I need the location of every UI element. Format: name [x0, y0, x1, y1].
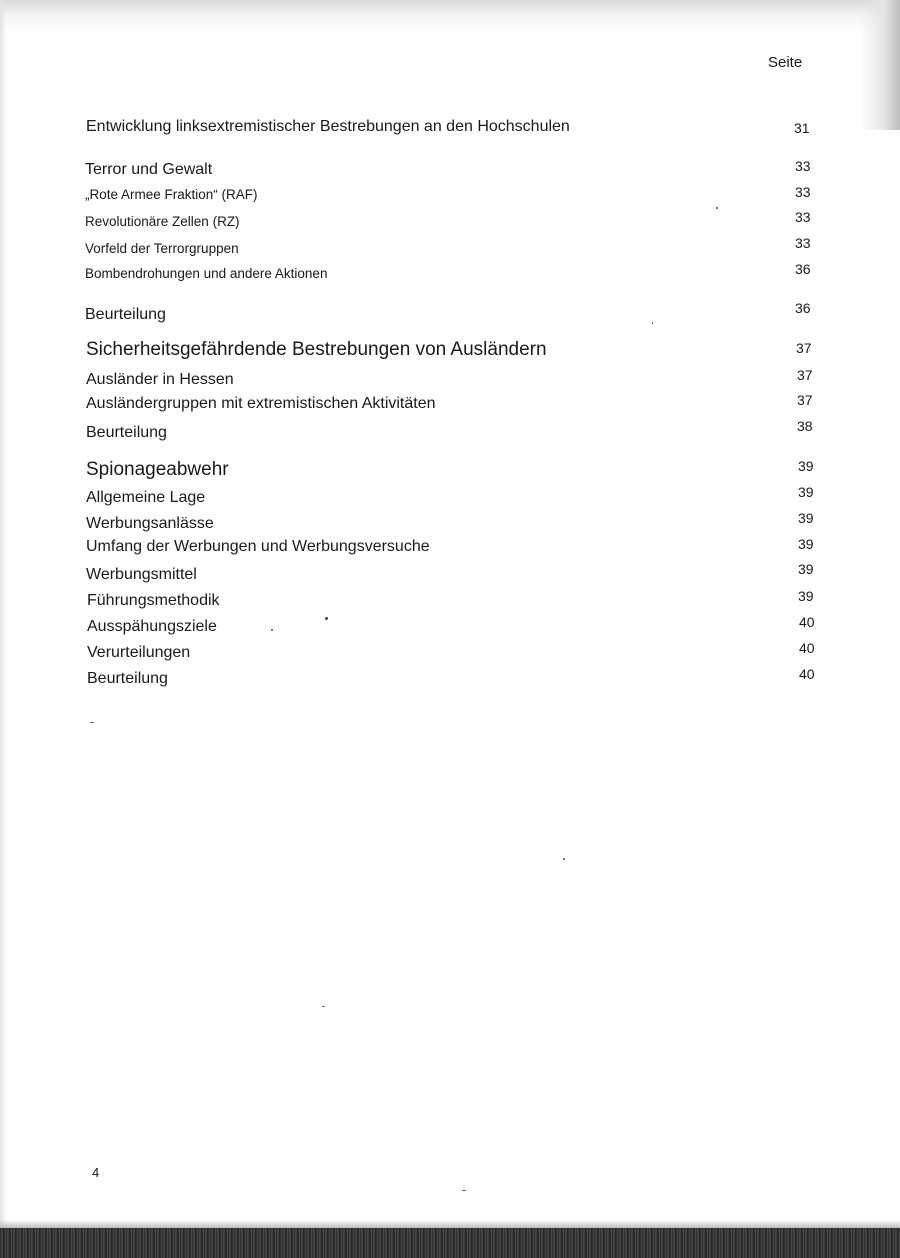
scan-speck — [652, 322, 653, 324]
toc-entry-title: Ausländergruppen mit extremistischen Aktivitäten — [86, 395, 436, 412]
toc-entry-title: Vorfeld der Terrorgruppen — [85, 241, 239, 256]
toc-entry-title: Verurteilungen — [87, 644, 191, 661]
toc-entry-title: Allgemeine Lage — [86, 489, 206, 506]
scan-speck — [90, 722, 94, 723]
toc-entry-page: 33 — [795, 235, 811, 251]
toc-entry-title: Bombendrohungen und andere Aktionen — [85, 266, 328, 281]
toc-entry-page: 38 — [797, 418, 813, 434]
toc-entry-title: Terror und Gewalt — [85, 161, 213, 178]
toc-entry-title: „Rote Armee Fraktion“ (RAF) — [85, 187, 258, 202]
toc-entry-page: 40 — [799, 640, 815, 656]
scan-speck — [462, 1190, 466, 1191]
toc-entry-title: Beurteilung — [87, 670, 168, 687]
toc-entry-page: 33 — [795, 184, 811, 200]
scan-speck — [322, 1006, 325, 1007]
toc-entry-title: Spionageabwehr — [86, 459, 229, 480]
toc-entry-title: Beurteilung — [86, 424, 167, 441]
toc-entry-title: Werbungsanlässe — [86, 515, 214, 532]
toc-entry-page: 39 — [798, 588, 814, 604]
toc-entry-title: Ausspähungsziele — [87, 618, 217, 635]
toc-entry-page: 40 — [799, 614, 815, 630]
toc-entry-page: 37 — [797, 392, 813, 408]
scan-speck — [563, 858, 565, 860]
toc-entry-page: 39 — [798, 484, 814, 500]
toc-entry-title: Sicherheitsgefährdende Bestrebungen von Ausländern — [86, 339, 547, 360]
toc-entry-page: 36 — [795, 300, 811, 316]
toc-entry-page: 31 — [794, 120, 810, 136]
toc-entry-page: 39 — [798, 458, 814, 474]
toc-entry-page: 39 — [798, 536, 814, 552]
toc-entry-page: 37 — [796, 340, 812, 356]
toc-entry-page: 40 — [799, 666, 815, 682]
toc-entry-page: 39 — [798, 561, 814, 577]
scan-speck — [271, 629, 273, 631]
toc-entry-title: Ausländer in Hessen — [86, 371, 234, 388]
toc-entry-title: Revolutionäre Zellen (RZ) — [85, 214, 240, 229]
toc-entry-title: Entwicklung linksextremistischer Bestrebungen an den Hochschulen — [86, 118, 570, 135]
scan-speck — [716, 207, 718, 209]
toc-entry-title: Werbungsmittel — [86, 566, 197, 583]
toc-entry-page: 33 — [795, 158, 811, 174]
scan-speck — [325, 617, 328, 620]
toc-entry-page: 39 — [798, 510, 814, 526]
page-number: 4 — [92, 1165, 100, 1180]
toc-entry-page: 37 — [797, 367, 813, 383]
toc-entry-page: 33 — [795, 209, 811, 225]
toc-entry-page: 36 — [795, 261, 811, 277]
seite-column-header: Seite — [768, 54, 803, 71]
toc-entry-title: Beurteilung — [85, 306, 166, 323]
toc-entry-title: Umfang der Werbungen und Werbungsversuche — [86, 538, 430, 555]
toc-entry-title: Führungsmethodik — [87, 592, 220, 609]
